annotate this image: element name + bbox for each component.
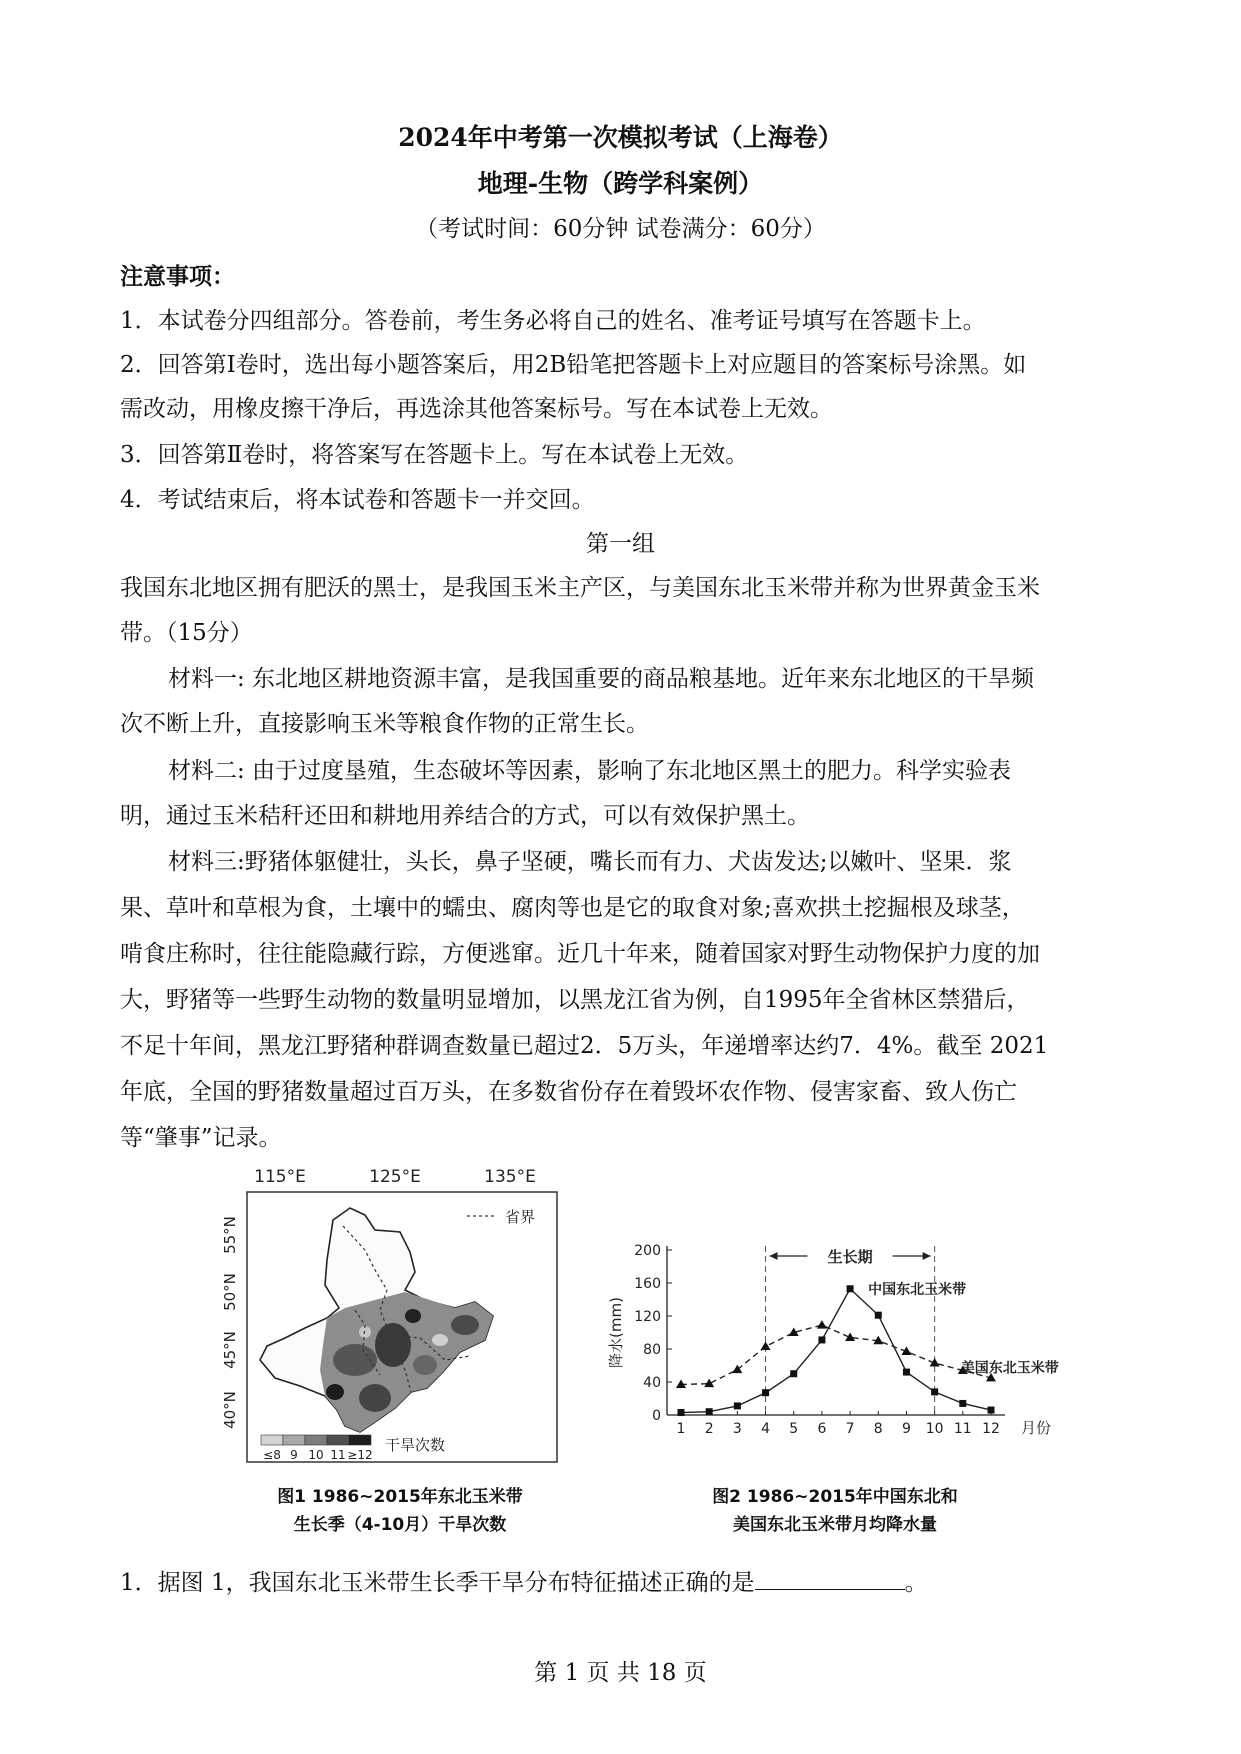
question-end: 。 <box>904 1570 928 1596</box>
x-tick-label: 6 <box>817 1421 827 1437</box>
x-axis-label: 月份 <box>1021 1419 1052 1437</box>
lon-label: 135°E <box>484 1167 536 1187</box>
material-2-line: 明，通过玉米秸秆还田和耕地用养结合的方式，可以有效保护黑土。 <box>120 803 810 829</box>
data-point-square <box>903 1369 910 1376</box>
material-1-line: 材料一: 东北地区耕地资源丰富，是我国重要的商品粮基地。近年来东北地区的干旱频 <box>168 666 1035 692</box>
legend-swatch <box>305 1435 327 1445</box>
x-tick-label: 10 <box>925 1421 944 1437</box>
x-tick-label: 12 <box>982 1421 1000 1437</box>
series-label: 中国东北玉米带 <box>868 1281 967 1298</box>
exam-title: 2024年中考第一次模拟考试（上海卷） <box>398 123 843 152</box>
data-point-triangle <box>817 1320 827 1329</box>
exam-subtitle: 地理-生物（跨学科案例） <box>477 169 764 198</box>
data-point-triangle <box>761 1342 771 1351</box>
data-point-square <box>959 1400 966 1407</box>
legend-swatch <box>349 1435 371 1445</box>
y-tick-label: 160 <box>634 1276 661 1292</box>
notice-item: 4．考试结束后，将本试卷和答题卡一并交回。 <box>120 487 595 513</box>
question-1 <box>120 1564 1125 1597</box>
data-point-square <box>762 1389 769 1396</box>
legend-class-label: 11 <box>330 1448 346 1462</box>
intro-line: 带。（15分） <box>120 620 253 646</box>
data-point-square <box>847 1285 854 1292</box>
legend-title: 干旱次数 <box>385 1436 446 1454</box>
x-tick-label: 2 <box>704 1421 714 1437</box>
material-3-line: 年底，全国的野猪数量超过百万头，在多数省份存在着毁坏农作物、侵害家畜、致人伤亡 <box>120 1079 1017 1105</box>
figure-2-caption <box>640 1483 1030 1539</box>
y-tick-label: 0 <box>652 1408 661 1424</box>
lat-label: 45°N <box>221 1331 239 1369</box>
material-1-line: 次不断上升，直接影响玉米等粮食作物的正常生长。 <box>120 711 649 737</box>
x-tick-label: 3 <box>732 1421 742 1437</box>
material-3-line: 不足十年间，黑龙江野猪种群调查数量已超过2．5万头，年递增率达约7．4%。截至 2021 <box>120 1033 1049 1059</box>
material-3-line: 等“肇事”记录。 <box>120 1125 282 1151</box>
drought-patch <box>375 1323 411 1367</box>
data-point-square <box>931 1388 938 1395</box>
legend-swatch <box>261 1435 283 1445</box>
lon-label: 115°E <box>254 1167 306 1187</box>
data-point-triangle <box>845 1332 855 1341</box>
data-point-triangle <box>704 1379 714 1388</box>
x-tick-label: 9 <box>901 1421 911 1437</box>
drought-patch <box>326 1384 344 1400</box>
y-tick-label: 80 <box>643 1342 661 1358</box>
lat-label: 40°N <box>221 1391 239 1429</box>
series-label: 美国东北玉米带 <box>960 1360 1059 1377</box>
lat-label: 55°N <box>221 1216 239 1254</box>
legend-class-label: ≥12 <box>347 1448 373 1462</box>
series-line <box>681 1325 991 1384</box>
lon-label: 125°E <box>369 1167 421 1187</box>
material-3-line: 材料三:野猪体躯健壮，头长，鼻子坚硬，嘴长而有力、犬齿发达;以嫩叶、坚果．浆 <box>168 849 1012 875</box>
caption-line: 图2 1986~2015年中国东北和 <box>712 1487 958 1507</box>
material-3-line: 大，野猪等一些野生动物的数量明显增加，以黑龙江省为例，自1995年全省林区禁猎后， <box>120 987 1030 1013</box>
exam-info: （考试时间：60分钟 试卷满分：60分） <box>415 216 826 242</box>
material-3-line: 啃食庄称时，往往能隐藏行踪，方便逃窜。近几十年来，随着国家对野生动物保护力度的加 <box>120 941 1040 967</box>
y-tick-label: 200 <box>634 1243 661 1259</box>
caption-line: 美国东北玉米带月均降水量 <box>733 1515 937 1535</box>
series-line <box>681 1289 991 1413</box>
legend-class-label: 10 <box>308 1448 324 1462</box>
x-tick-label: 1 <box>676 1421 686 1437</box>
x-tick-label: 11 <box>953 1421 972 1437</box>
intro-line: 我国东北地区拥有肥沃的黑士，是我国玉米主产区，与美国东北玉米带并称为世界黄金玉米 <box>120 575 1040 601</box>
material-2-line: 材料二: 由于过度垦殖，生态破坏等因素，影响了东北地区黑土的肥力。科学实验表 <box>168 758 1012 784</box>
notice-item: 3．回答第Ⅱ卷时，将答案写在答题卡上。写在本试卷上无效。 <box>120 442 749 468</box>
notice-item: 1．本试卷分四组部分。答卷前，考生务必将自己的姓名、准考证号填写在答题卡上。 <box>120 308 986 334</box>
group-title: 第一组 <box>586 531 655 557</box>
x-tick-label: 4 <box>761 1421 771 1437</box>
question-text: 1．据图 1，我国东北玉米带生长季干旱分布特征描述正确的是 <box>120 1570 755 1596</box>
y-tick-label: 120 <box>634 1309 661 1325</box>
caption-line: 图1 1986~2015年东北玉米带 <box>277 1487 523 1507</box>
caption-line: 生长季（4-10月）干旱次数 <box>293 1515 507 1535</box>
legend-swatch <box>327 1435 349 1445</box>
data-point-square <box>734 1402 741 1409</box>
data-point-square <box>988 1407 995 1414</box>
data-point-square <box>790 1370 797 1377</box>
figure-1-caption <box>215 1483 585 1539</box>
precipitation-chart <box>605 1230 1075 1475</box>
data-point-square <box>678 1409 685 1416</box>
notice-heading: 注意事项： <box>120 263 235 290</box>
drought-patch <box>413 1355 437 1375</box>
data-point-square <box>875 1312 882 1319</box>
boundary-legend-label: 省界 <box>505 1208 536 1226</box>
answer-blank[interactable] <box>755 1567 905 1590</box>
notice-item: 需改动，用橡皮擦干净后，再选涂其他答案标号。写在本试卷上无效。 <box>120 396 833 422</box>
legend-swatch <box>283 1435 305 1445</box>
x-tick-label: 8 <box>873 1421 883 1437</box>
drought-patch <box>451 1315 479 1335</box>
growth-arrow-right-head <box>923 1252 931 1260</box>
data-point-square <box>818 1336 825 1343</box>
page-footer: 第 1 页 共 18 页 <box>534 1660 707 1686</box>
drought-map <box>215 1160 585 1470</box>
y-tick-label: 40 <box>643 1375 661 1391</box>
x-tick-label: 5 <box>789 1421 799 1437</box>
drought-patch <box>359 1384 391 1412</box>
legend-class-label: 9 <box>290 1448 298 1462</box>
legend-class-label: ≤8 <box>263 1448 281 1462</box>
drought-patch <box>405 1309 421 1323</box>
x-tick-label: 7 <box>845 1421 855 1437</box>
drought-patch <box>432 1334 448 1346</box>
material-3-line: 果、草叶和草根为食，土壤中的蠕虫、腐肉等也是它的取食对象;喜欢拱土挖掘根及球茎， <box>120 895 1025 921</box>
y-axis-label: 降水(mm) <box>607 1297 625 1368</box>
growth-arrow-left-head <box>770 1252 778 1260</box>
notice-item: 2．回答第Ⅰ卷时，选出每小题答案后，用2B铅笔把答题卡上对应题目的答案标号涂黑。如 <box>120 352 1027 378</box>
growth-period-label: 生长期 <box>827 1248 873 1266</box>
data-point-square <box>706 1408 713 1415</box>
lat-label: 50°N <box>221 1273 239 1311</box>
